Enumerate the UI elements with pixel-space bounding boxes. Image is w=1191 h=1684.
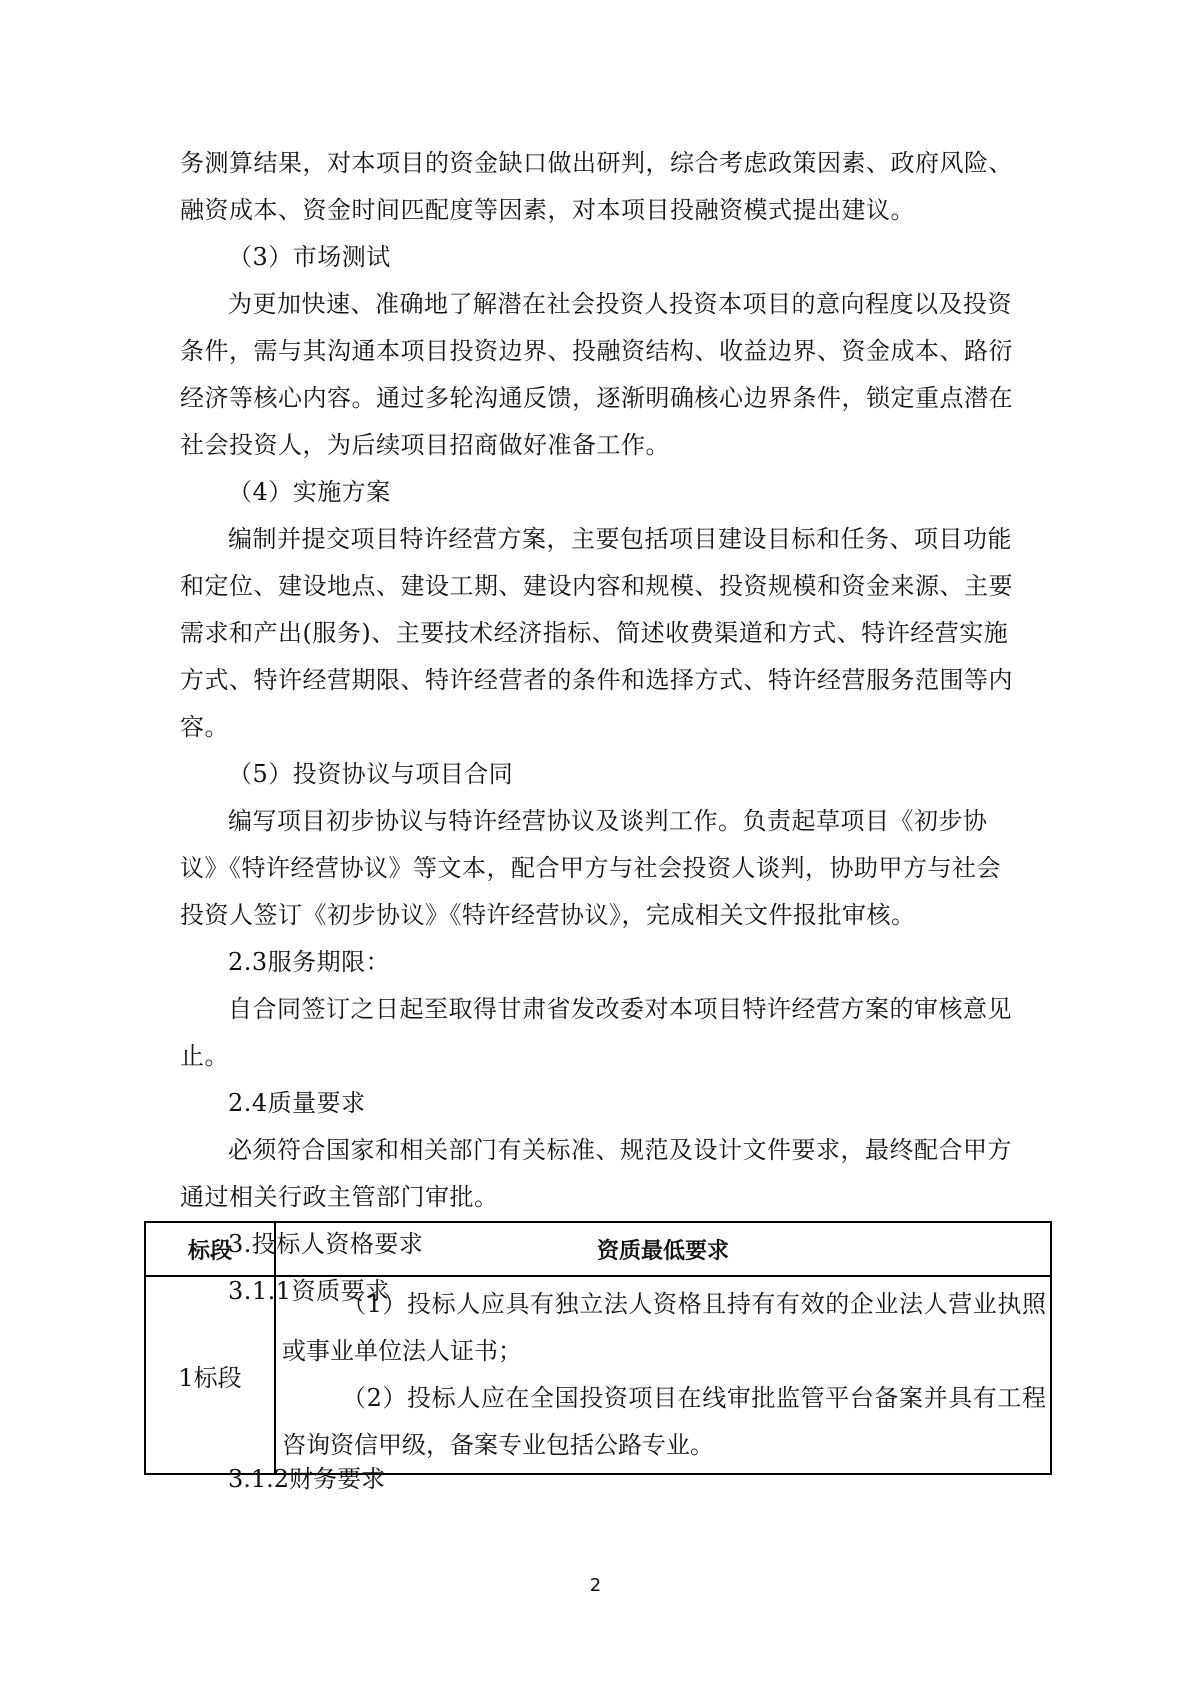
heading-market-test: （3）市场测试 (228, 243, 391, 271)
page-number: 2 (589, 1575, 602, 1596)
body-text (180, 140, 1020, 1315)
requirement-item: （2）投标人应在全国投资项目在线审批监管平台备案并具有工程咨询资信甲级，备案专业包括公路专业。 (282, 1384, 1046, 1459)
heading-quality: 2.4质量要求 (228, 1089, 366, 1117)
table-cell-segment: 1标段 (145, 1276, 275, 1474)
heading-qualification-requirement: 3.1.1资质要求 (228, 1277, 390, 1305)
heading-financial-requirement: 3.1.2财务要求 (228, 1465, 386, 1493)
heading-implementation-plan: （4）实施方案 (228, 478, 391, 506)
paragraph-0: 务测算结果，对本项目的资金缺口做出研判，综合考虑政策因素、政府风险、融资成本、资金时间匹配度等因素，对本项目投融资模式提出建议。 (180, 149, 1013, 224)
table-header-row (145, 1222, 1051, 1276)
heading-service-period: 2.3服务期限： (228, 948, 391, 976)
paragraph-market-test: 为更加快速、准确地了解潜在社会投资人投资本项目的意向程度以及投资条件，需与其沟通本项目投资边界、投融资结构、收益边界、资金成本、路衍经济等核心内容。通过多轮沟通反馈，逐渐明确核心边界条件，锁定重点潜在社会投资人，为后续项目招商做好准备工作。 (180, 290, 1013, 459)
heading-investment-agreement: （5）投资协议与项目合同 (228, 760, 514, 788)
heading-bidder-qualification: 3.投标人资格要求 (228, 1230, 424, 1258)
table-header-requirement: 资质最低要求 (275, 1222, 1051, 1276)
after-table-text (180, 1456, 1020, 1503)
table-row (145, 1276, 1051, 1474)
qualification-table (144, 1221, 1052, 1475)
table-header-segment: 标段 (145, 1222, 275, 1276)
paragraph-quality: 必须符合国家和相关部门有关标准、规范及设计文件要求，最终配合甲方通过相关行政主管部门审批。 (180, 1136, 1012, 1211)
table-cell-requirements (275, 1276, 1051, 1474)
paragraph-service-period: 自合同签订之日起至取得甘肃省发改委对本项目特许经营方案的审核意见止。 (180, 995, 1012, 1070)
paragraph-implementation-plan: 编制并提交项目特许经营方案，主要包括项目建设目标和任务、项目功能和定位、建设地点、建设工期、建设内容和规模、投资规模和资金来源、主要需求和产出(服务)、主要技术经济指标、简述收费渠道和方式、特许经营实施方式、特许经营期限、特许经营者的条件和选择方式、特许经营服务范围等内容。 (180, 525, 1013, 741)
requirement-item: （1）投标人应具有独立法人资格且持有有效的企业法人营业执照或事业单位法人证书； (282, 1290, 1046, 1365)
paragraph-investment-agreement: 编写项目初步协议与特许经营协议及谈判工作。负责起草项目《初步协议》《特许经营协议》等文本，配合甲方与社会投资人谈判，协助甲方与社会投资人签订《初步协议》《特许经营协议》，完成相关文件报批审核。 (180, 807, 1001, 929)
